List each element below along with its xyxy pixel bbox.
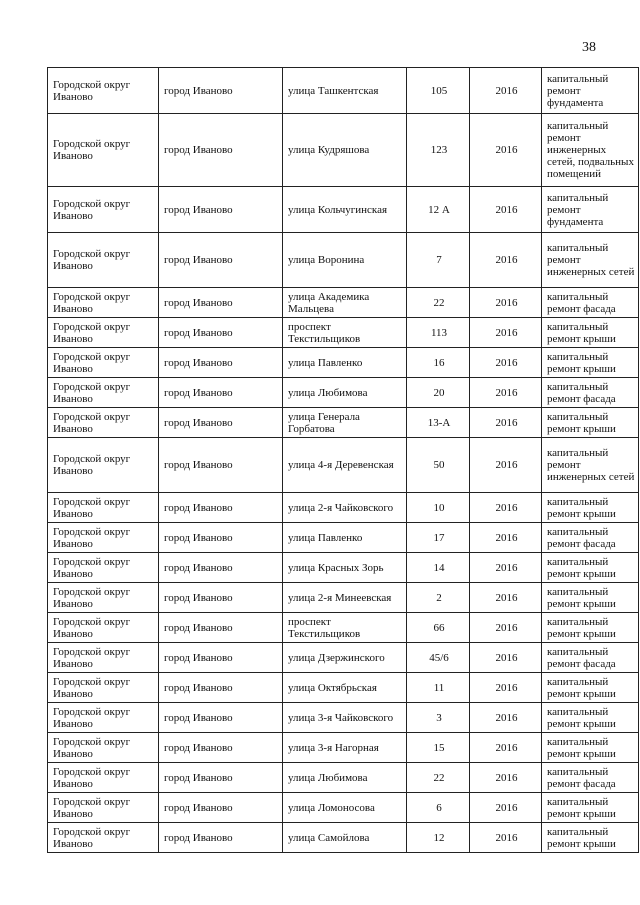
cell-street: улица Самойлова bbox=[283, 823, 407, 853]
cell-year: 2016 bbox=[470, 763, 542, 793]
cell-municipality: Городской округ Иваново bbox=[48, 493, 159, 523]
cell-city: город Иваново bbox=[159, 493, 283, 523]
repair-schedule-table bbox=[47, 67, 639, 853]
cell-municipality: Городской округ Иваново bbox=[48, 438, 159, 493]
cell-city: город Иваново bbox=[159, 583, 283, 613]
cell-city: город Иваново bbox=[159, 733, 283, 763]
cell-house-number: 50 bbox=[407, 438, 470, 493]
cell-work-type: капитальный ремонт фундамента bbox=[542, 68, 639, 114]
cell-city: город Иваново bbox=[159, 793, 283, 823]
cell-work-type: капитальный ремонт крыши bbox=[542, 793, 639, 823]
cell-work-type: капитальный ремонт крыши bbox=[542, 703, 639, 733]
table-row bbox=[48, 493, 639, 523]
cell-municipality: Городской округ Иваново bbox=[48, 673, 159, 703]
cell-street: улица 2-я Минеевская bbox=[283, 583, 407, 613]
cell-year: 2016 bbox=[470, 793, 542, 823]
cell-municipality: Городской округ Иваново bbox=[48, 408, 159, 438]
cell-municipality: Городской округ Иваново bbox=[48, 318, 159, 348]
cell-work-type: капитальный ремонт инженерных сетей bbox=[542, 233, 639, 288]
cell-year: 2016 bbox=[470, 823, 542, 853]
cell-year: 2016 bbox=[470, 438, 542, 493]
cell-work-type: капитальный ремонт фасада bbox=[542, 378, 639, 408]
cell-municipality: Городской округ Иваново bbox=[48, 378, 159, 408]
table-row bbox=[48, 114, 639, 187]
cell-city: город Иваново bbox=[159, 187, 283, 233]
table-row bbox=[48, 438, 639, 493]
cell-municipality: Городской округ Иваново bbox=[48, 583, 159, 613]
cell-street: улица Кольчугинская bbox=[283, 187, 407, 233]
cell-year: 2016 bbox=[470, 643, 542, 673]
cell-house-number: 7 bbox=[407, 233, 470, 288]
cell-work-type: капитальный ремонт инженерных сетей, подвальных помещений bbox=[542, 114, 639, 187]
cell-municipality: Городской округ Иваново bbox=[48, 643, 159, 673]
cell-street: улица 3-я Нагорная bbox=[283, 733, 407, 763]
cell-year: 2016 bbox=[470, 68, 542, 114]
cell-city: город Иваново bbox=[159, 673, 283, 703]
table-row bbox=[48, 553, 639, 583]
cell-year: 2016 bbox=[470, 583, 542, 613]
table-row bbox=[48, 613, 639, 643]
cell-street: улица Павленко bbox=[283, 348, 407, 378]
cell-street: улица Красных Зорь bbox=[283, 553, 407, 583]
cell-house-number: 123 bbox=[407, 114, 470, 187]
cell-city: город Иваново bbox=[159, 233, 283, 288]
cell-municipality: Городской округ Иваново bbox=[48, 793, 159, 823]
cell-year: 2016 bbox=[470, 233, 542, 288]
cell-year: 2016 bbox=[470, 523, 542, 553]
cell-street: улица 2-я Чайковского bbox=[283, 493, 407, 523]
cell-city: город Иваново bbox=[159, 68, 283, 114]
table-row bbox=[48, 793, 639, 823]
cell-work-type: капитальный ремонт инженерных сетей bbox=[542, 438, 639, 493]
cell-house-number: 105 bbox=[407, 68, 470, 114]
table-row bbox=[48, 763, 639, 793]
cell-house-number: 6 bbox=[407, 793, 470, 823]
table-row bbox=[48, 288, 639, 318]
cell-street: улица Кудряшова bbox=[283, 114, 407, 187]
cell-year: 2016 bbox=[470, 703, 542, 733]
cell-municipality: Городской округ Иваново bbox=[48, 523, 159, 553]
cell-work-type: капитальный ремонт крыши bbox=[542, 583, 639, 613]
cell-year: 2016 bbox=[470, 613, 542, 643]
cell-municipality: Городской округ Иваново bbox=[48, 823, 159, 853]
cell-year: 2016 bbox=[470, 378, 542, 408]
cell-work-type: капитальный ремонт фасада bbox=[542, 643, 639, 673]
cell-street: улица Воронина bbox=[283, 233, 407, 288]
table-body bbox=[48, 68, 639, 853]
cell-city: город Иваново bbox=[159, 523, 283, 553]
cell-year: 2016 bbox=[470, 553, 542, 583]
table-row bbox=[48, 703, 639, 733]
cell-street: улица Академика Мальцева bbox=[283, 288, 407, 318]
cell-house-number: 12 А bbox=[407, 187, 470, 233]
cell-work-type: капитальный ремонт крыши bbox=[542, 408, 639, 438]
cell-house-number: 17 bbox=[407, 523, 470, 553]
table-row bbox=[48, 408, 639, 438]
table-row bbox=[48, 233, 639, 288]
cell-work-type: капитальный ремонт крыши bbox=[542, 613, 639, 643]
cell-municipality: Городской округ Иваново bbox=[48, 553, 159, 583]
cell-year: 2016 bbox=[470, 318, 542, 348]
cell-municipality: Городской округ Иваново bbox=[48, 703, 159, 733]
cell-street: улица Ломоносова bbox=[283, 793, 407, 823]
table-row bbox=[48, 823, 639, 853]
cell-street: проспект Текстильщиков bbox=[283, 613, 407, 643]
cell-house-number: 16 bbox=[407, 348, 470, 378]
cell-street: улица 4-я Деревенская bbox=[283, 438, 407, 493]
table-row bbox=[48, 348, 639, 378]
cell-street: улица 3-я Чайковского bbox=[283, 703, 407, 733]
cell-city: город Иваново bbox=[159, 438, 283, 493]
cell-municipality: Городской округ Иваново bbox=[48, 233, 159, 288]
cell-house-number: 3 bbox=[407, 703, 470, 733]
cell-house-number: 2 bbox=[407, 583, 470, 613]
cell-house-number: 13-А bbox=[407, 408, 470, 438]
cell-year: 2016 bbox=[470, 408, 542, 438]
cell-year: 2016 bbox=[470, 187, 542, 233]
cell-year: 2016 bbox=[470, 493, 542, 523]
cell-house-number: 12 bbox=[407, 823, 470, 853]
cell-house-number: 22 bbox=[407, 288, 470, 318]
table-row bbox=[48, 523, 639, 553]
cell-street: улица Генерала Горбатова bbox=[283, 408, 407, 438]
cell-street: улица Любимова bbox=[283, 378, 407, 408]
cell-house-number: 22 bbox=[407, 763, 470, 793]
page-number: 38 bbox=[582, 40, 596, 55]
cell-city: город Иваново bbox=[159, 613, 283, 643]
cell-year: 2016 bbox=[470, 288, 542, 318]
cell-municipality: Городской округ Иваново bbox=[48, 613, 159, 643]
cell-house-number: 45/6 bbox=[407, 643, 470, 673]
cell-work-type: капитальный ремонт фасада bbox=[542, 523, 639, 553]
cell-street: улица Дзержинского bbox=[283, 643, 407, 673]
cell-city: город Иваново bbox=[159, 318, 283, 348]
table-row bbox=[48, 187, 639, 233]
cell-street: улица Ташкентская bbox=[283, 68, 407, 114]
cell-municipality: Городской округ Иваново bbox=[48, 68, 159, 114]
cell-city: город Иваново bbox=[159, 823, 283, 853]
cell-city: город Иваново bbox=[159, 288, 283, 318]
cell-work-type: капитальный ремонт крыши bbox=[542, 673, 639, 703]
table-row bbox=[48, 378, 639, 408]
cell-city: город Иваново bbox=[159, 114, 283, 187]
cell-street: проспект Текстильщиков bbox=[283, 318, 407, 348]
cell-city: город Иваново bbox=[159, 643, 283, 673]
cell-year: 2016 bbox=[470, 348, 542, 378]
cell-house-number: 66 bbox=[407, 613, 470, 643]
cell-house-number: 20 bbox=[407, 378, 470, 408]
cell-municipality: Городской округ Иваново bbox=[48, 187, 159, 233]
cell-work-type: капитальный ремонт крыши bbox=[542, 823, 639, 853]
cell-city: город Иваново bbox=[159, 703, 283, 733]
cell-municipality: Городской округ Иваново bbox=[48, 763, 159, 793]
cell-municipality: Городской округ Иваново bbox=[48, 348, 159, 378]
cell-work-type: капитальный ремонт фундамента bbox=[542, 187, 639, 233]
table-row bbox=[48, 643, 639, 673]
cell-year: 2016 bbox=[470, 733, 542, 763]
table-row bbox=[48, 733, 639, 763]
cell-work-type: капитальный ремонт фасада bbox=[542, 763, 639, 793]
table-row bbox=[48, 68, 639, 114]
cell-work-type: капитальный ремонт крыши bbox=[542, 493, 639, 523]
cell-house-number: 113 bbox=[407, 318, 470, 348]
cell-work-type: капитальный ремонт крыши bbox=[542, 553, 639, 583]
cell-municipality: Городской округ Иваново bbox=[48, 733, 159, 763]
cell-year: 2016 bbox=[470, 114, 542, 187]
table-row bbox=[48, 673, 639, 703]
cell-house-number: 11 bbox=[407, 673, 470, 703]
cell-work-type: капитальный ремонт крыши bbox=[542, 733, 639, 763]
cell-street: улица Октябрьская bbox=[283, 673, 407, 703]
cell-municipality: Городской округ Иваново bbox=[48, 288, 159, 318]
cell-house-number: 14 bbox=[407, 553, 470, 583]
cell-house-number: 15 bbox=[407, 733, 470, 763]
cell-municipality: Городской округ Иваново bbox=[48, 114, 159, 187]
cell-city: город Иваново bbox=[159, 408, 283, 438]
cell-street: улица Любимова bbox=[283, 763, 407, 793]
cell-city: город Иваново bbox=[159, 378, 283, 408]
cell-house-number: 10 bbox=[407, 493, 470, 523]
table-row bbox=[48, 583, 639, 613]
cell-city: город Иваново bbox=[159, 553, 283, 583]
cell-street: улица Павленко bbox=[283, 523, 407, 553]
cell-work-type: капитальный ремонт крыши bbox=[542, 348, 639, 378]
table-row bbox=[48, 318, 639, 348]
cell-city: город Иваново bbox=[159, 348, 283, 378]
cell-work-type: капитальный ремонт крыши bbox=[542, 318, 639, 348]
cell-work-type: капитальный ремонт фасада bbox=[542, 288, 639, 318]
cell-year: 2016 bbox=[470, 673, 542, 703]
cell-city: город Иваново bbox=[159, 763, 283, 793]
